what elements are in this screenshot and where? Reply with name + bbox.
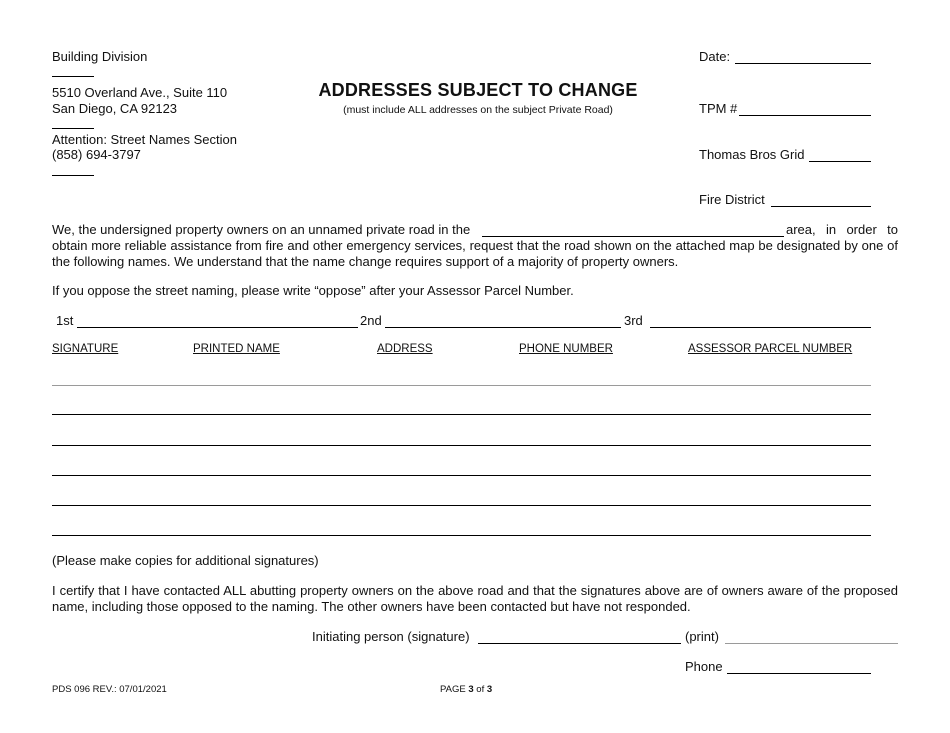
page-total: 3 [486,684,493,695]
attention-line: Attention: Street Names Section [52,132,237,147]
page-current: 3 [468,684,474,695]
choice-3-field[interactable] [650,327,871,328]
divider [52,175,94,176]
print-label: (print) [685,629,719,644]
oppose-instruction: If you oppose the street naming, please write “oppose” after your Assessor Parcel Number. [52,283,574,298]
signature-row[interactable] [52,414,871,415]
office-phone: (858) 694-3797 [52,147,141,162]
thomas-bros-label: Thomas Bros Grid [699,147,805,162]
signature-row[interactable] [52,535,871,536]
tpm-label: TPM # [699,101,738,116]
signature-row[interactable] [52,445,871,446]
date-field[interactable] [735,63,871,64]
page-title: ADDRESSES SUBJECT TO CHANGE [318,80,638,100]
page-of: of [476,684,485,695]
phone-field[interactable] [727,673,871,674]
thomas-bros-field[interactable] [809,161,871,162]
column-header-apn: ASSESSOR PARCEL NUMBER [688,343,853,355]
divider [52,128,94,129]
tpm-field[interactable] [739,115,871,116]
request-text: area, in order to obtain more reliable assistance from fire and other emergency services, request that the road shown on the attached map be designated by one of the following names. We understand that the name change requires support of a majority of property owners. [52,222,898,269]
column-header-printed-name: PRINTED NAME [193,343,280,355]
phone-label: Phone [685,659,723,674]
initiating-signature-field[interactable] [478,643,681,644]
form-id: PDS 096 REV.: 07/01/2021 [52,684,167,695]
page-subtitle: (must include ALL addresses on the subject Private Road) [343,104,613,116]
choice-2-field[interactable] [385,327,621,328]
address-line-2: San Diego, CA 92123 [52,101,178,116]
column-header-signature: SIGNATURE [52,343,119,355]
initiating-person-label: Initiating person (signature) [312,629,470,644]
divider [52,76,94,77]
page-prefix: PAGE [440,684,466,695]
date-label: Date: [699,49,731,64]
request-text-start: We, the undersigned property owners on an unnamed private road in the [52,222,471,237]
office-name: Building Division [52,49,148,64]
column-header-phone: PHONE NUMBER [519,343,613,355]
choice-3-label: 3rd [624,313,643,328]
choice-1-field[interactable] [77,327,358,328]
fire-district-field[interactable] [771,206,871,207]
print-name-field[interactable] [725,643,898,644]
choice-2-label: 2nd [360,313,382,328]
page-number [440,684,492,695]
fire-district-label: Fire District [699,192,765,207]
column-header-address: ADDRESS [377,343,433,355]
address-line-1: 5510 Overland Ave., Suite 110 [52,85,228,100]
copies-note: (Please make copies for additional signatures) [52,553,319,568]
signature-row[interactable] [52,385,871,386]
signature-row[interactable] [52,475,871,476]
certification-text: I certify that I have contacted ALL abutting property owners on the above road and that the signatures above are of owners aware of the proposed name, including those opposed to the naming. The other owners have been contacted but have not responded. [52,583,898,614]
choice-1-label: 1st [56,313,74,328]
signature-row[interactable] [52,505,871,506]
